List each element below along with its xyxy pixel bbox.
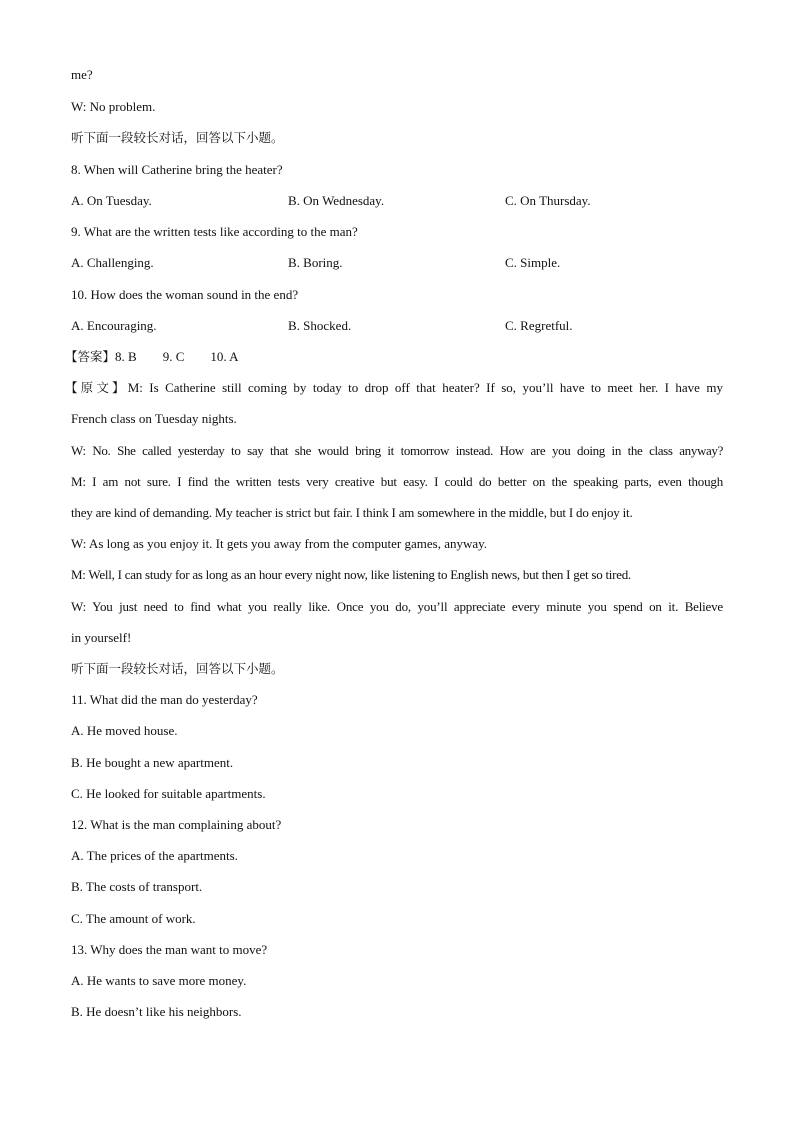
option-c: C. The amount of work. (71, 911, 196, 926)
question-stem: 8. When will Catherine bring the heater? (71, 162, 283, 177)
question-stem: 10. How does the woman sound in the end? (71, 287, 299, 302)
answer-item: 8. B (115, 349, 137, 364)
question-stem: 12. What is the man complaining about? (71, 817, 282, 832)
question-stem: 9. What are the written tests like according to the man? (71, 224, 358, 239)
option-b: B. Boring. (288, 255, 343, 270)
transcript-line (65, 379, 723, 397)
question-stem: 11. What did the man do yesterday? (71, 692, 258, 707)
section-instruction: 听下面一段较长对话，回答以下小题。 (71, 130, 284, 145)
option-b: B. Shocked. (288, 318, 352, 333)
text-line: W: No problem. (71, 99, 156, 114)
transcript-line: W: No. She called yesterday to say that she would bring it tomorrow instead. How are you doing in the class anyway? (71, 443, 723, 458)
transcript-line: they are kind of demanding. My teacher is strict but fair. I think I am somewhere in the middle, but I do enjoy it. (71, 505, 633, 520)
transcript-line: in yourself! (71, 630, 132, 645)
option-b: B. He doesn’t like his neighbors. (71, 1004, 242, 1019)
section-instruction: 听下面一段较长对话，回答以下小题。 (71, 661, 284, 676)
transcript-line: M: Well, I can study for as long as an hour every night now, like listening to English news, but then I get so tired. (71, 567, 632, 582)
answer-line (65, 348, 717, 366)
option-c: C. Simple. (505, 255, 561, 270)
question-stem: 13. Why does the man want to move? (71, 942, 268, 957)
answer-label: 【答案】 (65, 349, 116, 364)
transcript-line: French class on Tuesday nights. (71, 411, 237, 426)
transcript-line: M: I am not sure. I find the written tests very creative but easy. I could do better on the speaking parts, even though (71, 474, 723, 489)
answer-item: 10. A (210, 349, 239, 364)
option-b: B. On Wednesday. (288, 193, 385, 208)
option-b: B. He bought a new apartment. (71, 755, 234, 770)
option-c: C. He looked for suitable apartments. (71, 786, 266, 801)
option-c: C. Regretful. (505, 318, 573, 333)
option-a: A. He moved house. (71, 723, 178, 738)
option-c: C. On Thursday. (505, 193, 591, 208)
option-a: A. Challenging. (71, 255, 154, 270)
transcript-line: W: As long as you enjoy it. It gets you away from the computer games, anyway. (71, 536, 488, 551)
transcript-line: W: You just need to find what you really like. Once you do, you’ll appreciate every minute you spend on it. Believe (71, 599, 723, 614)
option-b: B. The costs of transport. (71, 879, 203, 894)
transcript-text: M: Is Catherine still coming by today to drop off that heater? If so, you’ll have to meet her. I have my (127, 380, 723, 395)
answer-item: 9. C (162, 349, 185, 364)
text-line: me? (71, 67, 93, 82)
option-a: A. He wants to save more money. (71, 973, 247, 988)
option-a: A. Encouraging. (71, 318, 157, 333)
option-a: A. On Tuesday. (71, 193, 152, 208)
transcript-label: 【原文】 (65, 380, 128, 395)
option-a: A. The prices of the apartments. (71, 848, 238, 863)
